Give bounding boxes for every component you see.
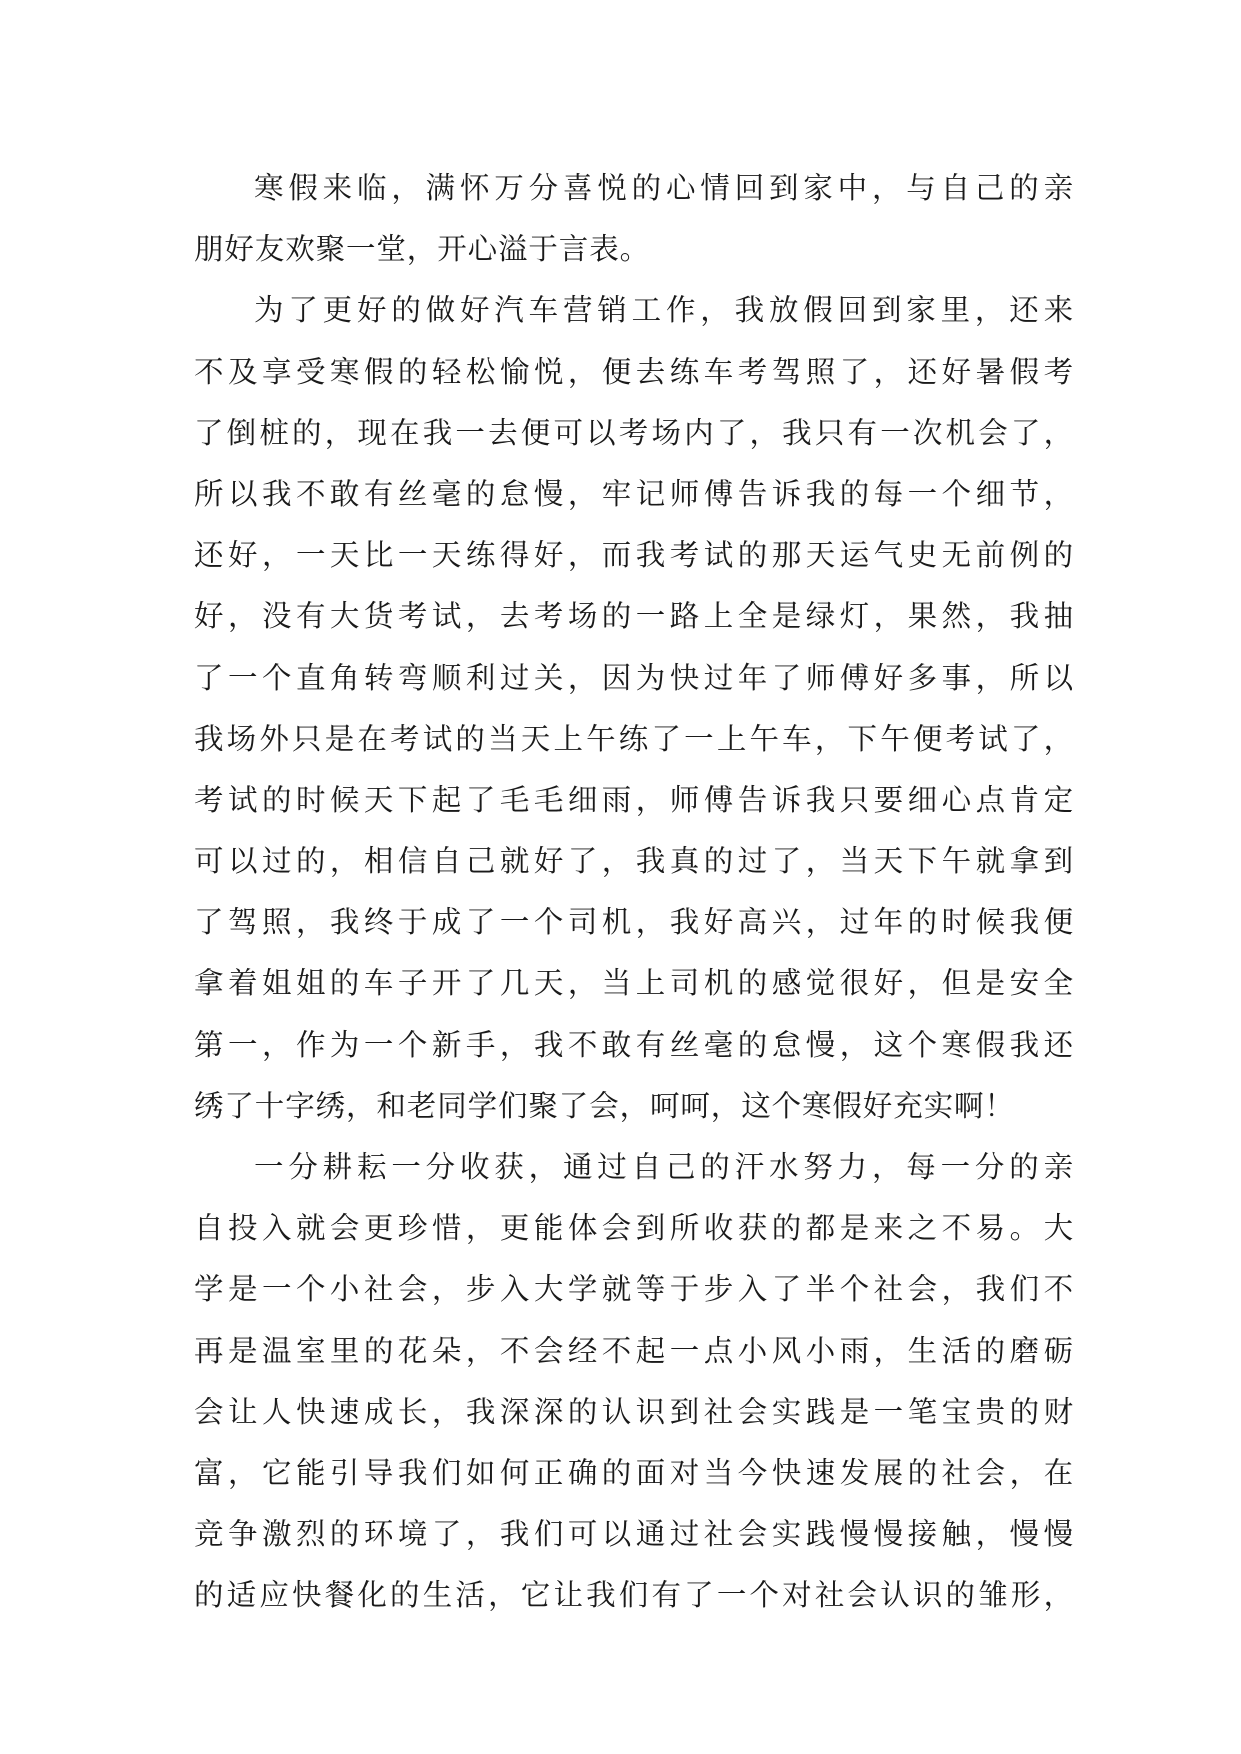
- paragraph-2-line-13: 第一，作为一个新手，我不敢有丝毫的怠慢，这个寒假我还: [194, 1027, 1074, 1062]
- paragraph-1-line-2: 朋好友欢聚一堂，开心溢于言表。: [194, 232, 651, 267]
- paragraph-2-line-5: 还好，一天比一天练得好，而我考试的那天运气史无前例的: [194, 538, 1074, 573]
- paragraph-3-line-1: 一分耕耘一分收获，通过自己的汗水努力，每一分的亲: [254, 1150, 1074, 1184]
- paragraph-3-line-8: 的适应快餐化的生活，它让我们有了一个对社会认识的雏形，: [194, 1578, 1074, 1613]
- paragraph-2-line-8: 我场外只是在考试的当天上午练了一上午车，下午便考试了，: [194, 721, 1074, 756]
- paragraph-2-line-11: 了驾照，我终于成了一个司机，我好高兴，过年的时候我便: [194, 905, 1074, 940]
- paragraph-2-line-9: 考试的时候天下起了毛毛细雨，师傅告诉我只要细心点肯定: [194, 782, 1074, 817]
- paragraph-2-line-10: 可以过的，相信自己就好了，我真的过了，当天下午就拿到: [194, 844, 1074, 879]
- paragraph-2-line-4: 所以我不敢有丝毫的怠慢，牢记师傅告诉我的每一个细节，: [194, 476, 1074, 511]
- paragraph-2-line-14: 绣了十字绣，和老同学们聚了会，呵呵，这个寒假好充实啊！: [194, 1088, 1015, 1123]
- paragraph-2-line-7: 了一个直角转弯顺利过关，因为快过年了师傅好多事，所以: [194, 660, 1074, 695]
- paragraph-2-line-12: 拿着姐姐的车子开了几天，当上司机的感觉很好，但是安全: [194, 966, 1074, 1001]
- paragraph-2-line-1: 为了更好的做好汽车营销工作，我放假回到家里，还来: [254, 293, 1074, 328]
- body-text: [194, 158, 1074, 1627]
- paragraph-1-line-1: 寒假来临，满怀万分喜悦的心情回到家中，与自己的亲: [254, 171, 1074, 205]
- paragraph-3-line-6: 富，它能引导我们如何正确的面对当今快速发展的社会，在: [194, 1455, 1074, 1490]
- paragraph-2-line-6: 好，没有大货考试，去考场的一路上全是绿灯，果然，我抽: [194, 599, 1074, 634]
- paragraph-3-line-4: 再是温室里的花朵，不会经不起一点小风小雨，生活的磨砺: [194, 1333, 1074, 1368]
- paragraph-3-line-2: 自投入就会更珍惜，更能体会到所收获的都是来之不易。大: [194, 1211, 1074, 1246]
- paragraph-3-line-7: 竞争激烈的环境了，我们可以通过社会实践慢慢接触，慢慢: [194, 1517, 1074, 1552]
- paragraph-2-line-3: 了倒桩的，现在我一去便可以考场内了，我只有一次机会了，: [194, 415, 1074, 450]
- paragraph-2-line-2: 不及享受寒假的轻松愉悦，便去练车考驾照了，还好暑假考: [194, 354, 1074, 389]
- paragraph-3-line-5: 会让人快速成长，我深深的认识到社会实践是一笔宝贵的财: [194, 1394, 1074, 1429]
- paragraph-3-line-3: 学是一个小社会，步入大学就等于步入了半个社会，我们不: [194, 1272, 1074, 1307]
